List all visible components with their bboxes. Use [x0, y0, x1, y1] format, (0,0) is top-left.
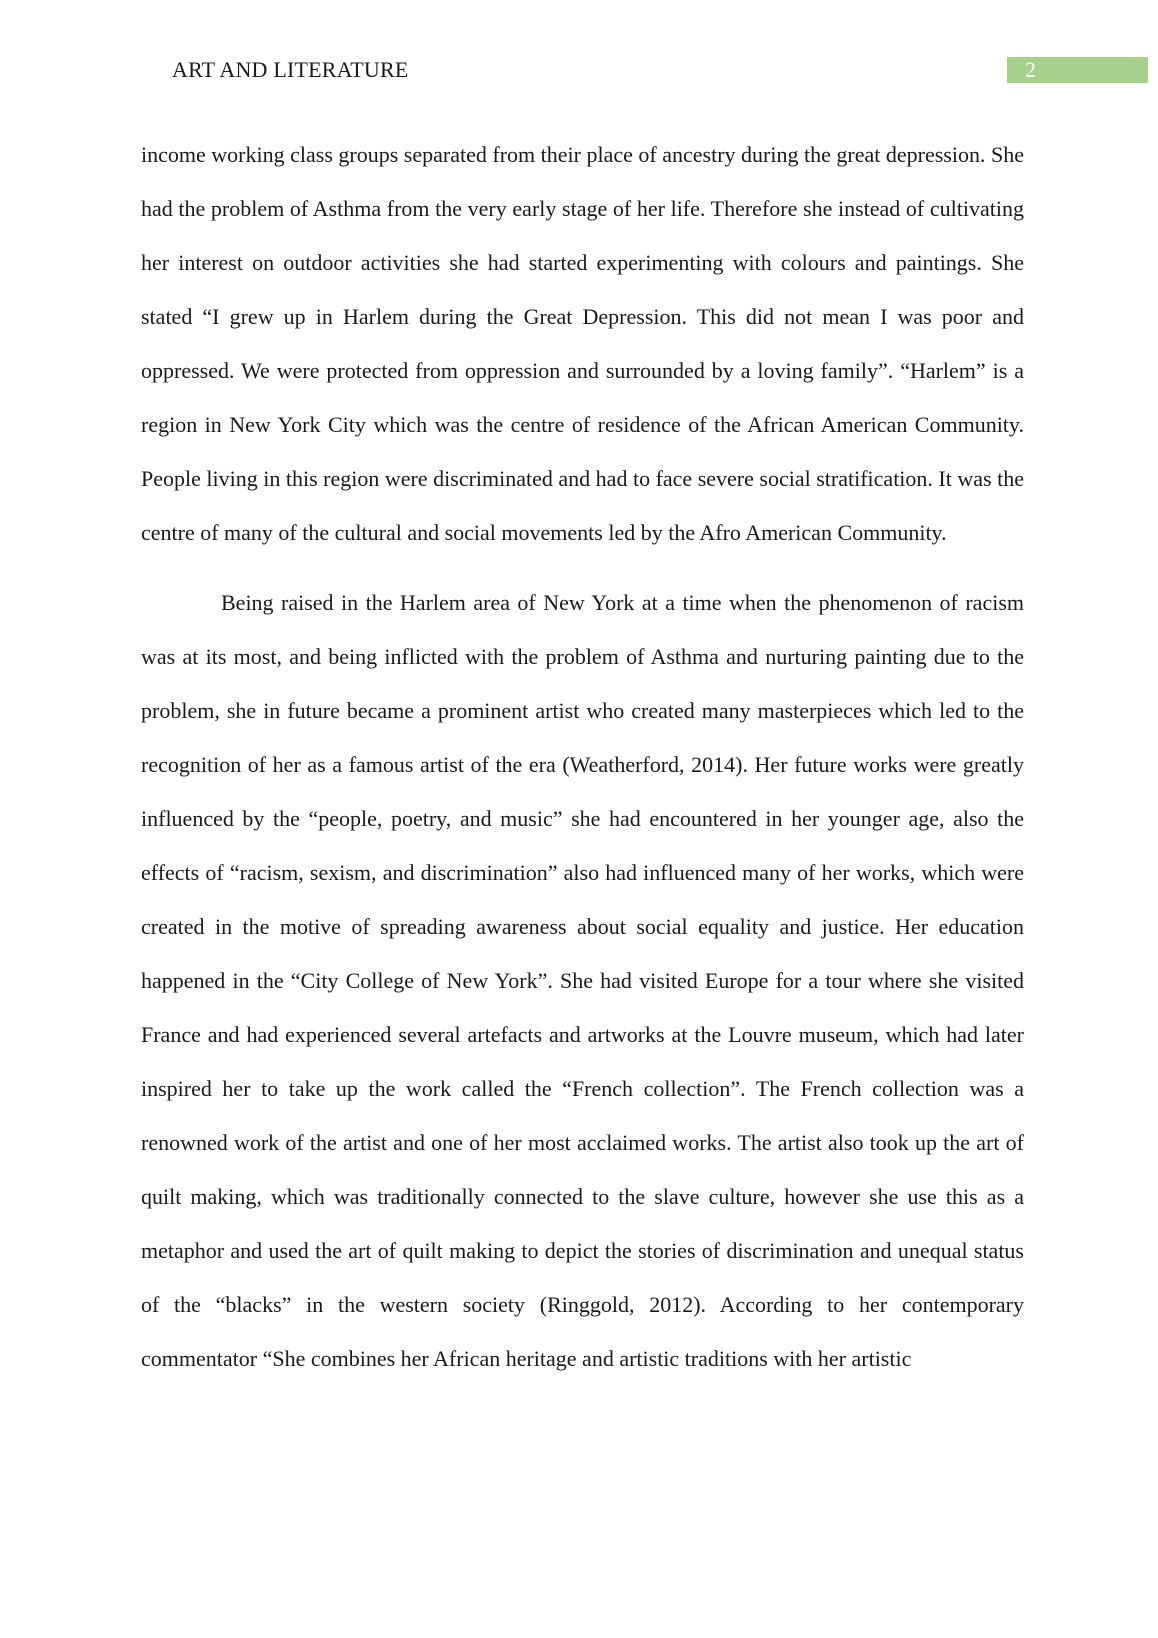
page-number: 2	[1025, 57, 1036, 82]
document-body	[141, 128, 1024, 1386]
running-header-title: ART AND LITERATURE	[172, 57, 409, 82]
paragraph-harlem-upbringing: Being raised in the Harlem area of New York at a time when the phenomenon of racism was at its most, and being inflicted with the problem of Asthma and nurturing painting due to the problem, she in future became a prominent artist who created many masterpieces which led to the recognition of her as a famous artist of the era (Weatherford, 2014). Her future works were greatly influenced by the “people, poetry, and music” she had encountered in her younger age, also the effects of “racism, sexism, and discrimination” also had influenced many of her works, which were created in the motive of spreading awareness about social equality and justice. Her education happened in the “City College of New York”. She had visited Europe for a tour where she visited France and had experienced several artefacts and artworks at the Louvre museum, which had later inspired her to take up the work called the “French collection”. The French collection was a renowned work of the artist and one of her most acclaimed works. The artist also took up the art of quilt making, which was traditionally connected to the slave culture, however she use this as a metaphor and used the art of quilt making to depict the stories of discrimination and unequal status of the “blacks” in the western society (Ringgold, 2012). According to her contemporary commentator “She combines her African heritage and artistic traditions with her artistic	[141, 590, 1024, 1371]
page-number-badge	[1007, 57, 1148, 83]
paragraph-continuation: income working class groups separated from their place of ancestry during the great depression. She had the problem of Asthma from the very early stage of her life. Therefore she instead of cultivating her interest on outdoor activities she had started experimenting with colours and paintings. She stated “I grew up in Harlem during the Great Depression. This did not mean I was poor and oppressed. We were protected from oppression and surrounded by a loving family”. “Harlem” is a region in New York City which was the centre of residence of the African American Community. People living in this region were discriminated and had to face severe social stratification. It was the centre of many of the cultural and social movements led by the Afro American Community.	[141, 142, 1024, 545]
